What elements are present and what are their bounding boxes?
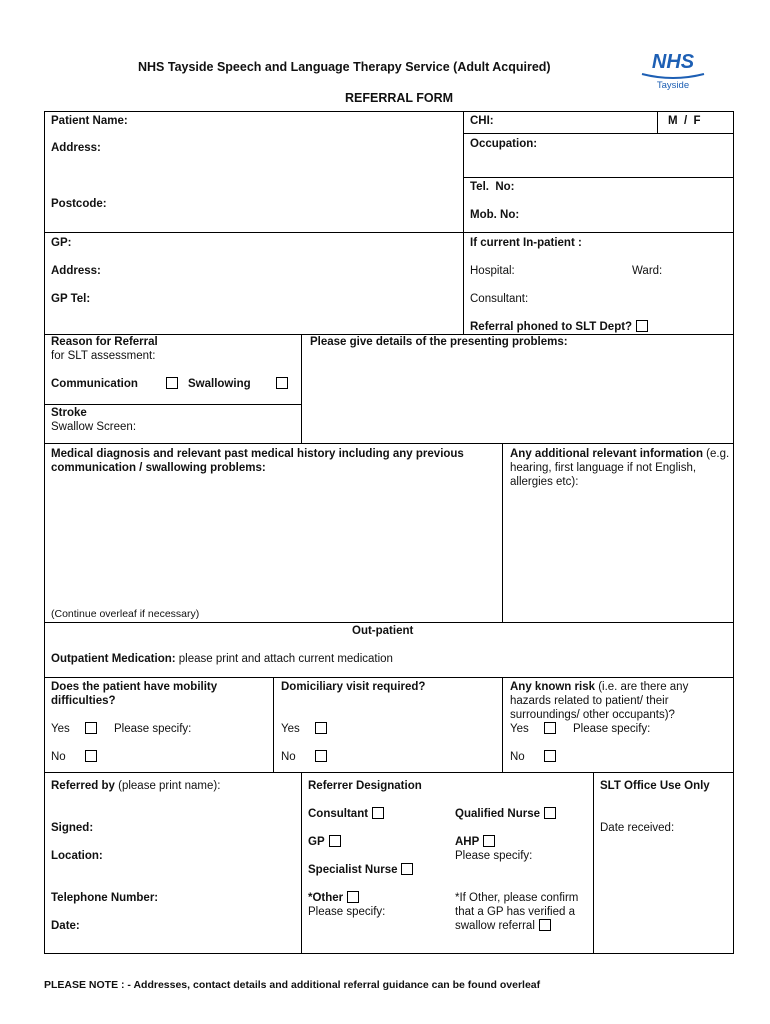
communication-checkbox[interactable] — [166, 377, 178, 389]
postcode-label: Postcode: — [51, 198, 107, 210]
risk-yes-checkbox[interactable] — [544, 722, 556, 734]
inpatient-label: If current In-patient : — [470, 237, 582, 249]
gp-option — [308, 835, 341, 849]
domiciliary-yes-label: Yes — [281, 723, 300, 735]
location-label: Location: — [51, 850, 103, 862]
mobility-specify-label: Please specify: — [114, 723, 192, 735]
risk-specify-label: Please specify: — [573, 723, 651, 735]
additional-info-bold: Any additional relevant information — [510, 448, 703, 460]
communication-label: Communication — [51, 378, 138, 390]
additional-info-rest: (e.g. hearing, first language if not English, allergies etc): — [510, 448, 730, 488]
footer-note: PLEASE NOTE : - Addresses, contact details and additional referral guidance can be found overleaf — [44, 979, 541, 991]
phoned-label: Referral phoned to SLT Dept? — [470, 321, 633, 333]
office-use-title: SLT Office Use Only — [600, 780, 710, 792]
domiciliary-no-checkbox[interactable] — [315, 750, 327, 762]
ahp-option — [455, 835, 495, 849]
sex-label[interactable]: M / F — [668, 115, 701, 127]
referred-by-label — [51, 779, 220, 793]
other-checkbox[interactable] — [347, 891, 359, 903]
domiciliary-yes-checkbox[interactable] — [315, 722, 327, 734]
ahp-specify-label: Please specify: — [455, 850, 533, 862]
logo-swoosh-icon — [640, 72, 706, 80]
phoned-checkbox[interactable] — [636, 320, 648, 332]
domiciliary-no-label: No — [281, 751, 296, 763]
presenting-label: Please give details of the presenting problems: — [310, 336, 568, 348]
form-title: NHS Tayside Speech and Language Therapy Service (Adult Acquired) — [138, 60, 551, 74]
specialist-nurse-label: Specialist Nurse — [308, 864, 398, 876]
outpatient-title: Out-patient — [352, 625, 414, 637]
gp-address-label: Address: — [51, 265, 101, 277]
phoned-row — [470, 320, 648, 334]
mobility-yes-label: Yes — [51, 723, 70, 735]
outpatient-medication — [51, 652, 393, 666]
gp-label: GP: — [51, 237, 72, 249]
date-label: Date: — [51, 920, 80, 932]
if-other-note — [455, 891, 587, 933]
mobility-no-label: No — [51, 751, 66, 763]
consultant-option-label: Consultant — [308, 808, 369, 820]
logo-subtitle: Tayside — [656, 80, 690, 91]
mob-label: Mob. No: — [470, 209, 520, 221]
risk-no-label: No — [510, 751, 525, 763]
patient-name-label: Patient Name: — [51, 115, 128, 127]
ahp-checkbox[interactable] — [483, 835, 495, 847]
qualified-nurse-option — [455, 807, 556, 821]
risk-yes-label: Yes — [510, 723, 529, 735]
gp-checkbox[interactable] — [329, 835, 341, 847]
risk-label — [510, 680, 730, 722]
ahp-label: AHP — [455, 836, 480, 848]
gp-tel-label: GP Tel: — [51, 293, 91, 305]
hospital-label: Hospital: — [470, 265, 515, 277]
consultant-checkbox[interactable] — [372, 807, 384, 819]
gp-verified-checkbox[interactable] — [539, 919, 551, 931]
signed-label: Signed: — [51, 822, 94, 834]
reason-subtitle: for SLT assessment: — [51, 350, 156, 362]
reason-title: Reason for Referral — [51, 336, 158, 348]
nhs-logo — [638, 50, 708, 98]
stroke-label: Stroke — [51, 407, 87, 419]
qualified-nurse-label: Qualified Nurse — [455, 808, 540, 820]
risk-no-checkbox[interactable] — [544, 750, 556, 762]
swallowing-checkbox[interactable] — [276, 377, 288, 389]
mobility-no-checkbox[interactable] — [85, 750, 97, 762]
specialist-nurse-checkbox[interactable] — [401, 863, 413, 875]
consultant-option — [308, 807, 384, 821]
if-other-note-text: *If Other, please confirm that a GP has verified a swallow referral — [455, 892, 579, 932]
chi-label: CHI: — [470, 115, 494, 127]
tel-label: Tel. No: — [470, 181, 515, 193]
consultant-label: Consultant: — [470, 293, 529, 305]
date-received-label: Date received: — [600, 822, 675, 834]
risk-bold: Any known risk — [510, 681, 595, 693]
nhs-logo-icon — [642, 50, 704, 72]
gp-option-label: GP — [308, 836, 325, 848]
risk-rest: (i.e. are there any hazards related to patient/ their surroundings/ other occupants)? — [510, 681, 689, 721]
svg-text:NHS: NHS — [651, 51, 695, 72]
swallow-screen-label: Swallow Screen: — [51, 421, 137, 433]
address-label: Address: — [51, 142, 101, 154]
telephone-label: Telephone Number: — [51, 892, 159, 904]
mobility-yes-checkbox[interactable] — [85, 722, 97, 734]
other-specify-label: Please specify: — [308, 906, 386, 918]
swallowing-label: Swallowing — [188, 378, 251, 390]
qualified-nurse-checkbox[interactable] — [544, 807, 556, 819]
occupation-label: Occupation: — [470, 138, 538, 150]
mobility-label: Does the patient have mobility difficulties? — [51, 681, 218, 707]
medication-bold: Outpatient Medication: — [51, 653, 176, 665]
designation-label: Referrer Designation — [308, 780, 422, 792]
diagnosis-label: Medical diagnosis and relevant past medical history including any previous communication / swallowing problems: — [51, 448, 464, 474]
form-subtitle: REFERRAL FORM — [345, 91, 454, 105]
referred-by-bold: Referred by — [51, 780, 115, 792]
continue-label: (Continue overleaf if necessary) — [51, 608, 200, 620]
domiciliary-label: Domiciliary visit required? — [281, 681, 426, 693]
medication-rest: please print and attach current medication — [175, 653, 393, 665]
other-option — [308, 891, 359, 905]
additional-info — [510, 447, 730, 489]
specialist-nurse-option — [308, 863, 413, 877]
referred-by-rest: (please print name): — [114, 780, 221, 792]
other-label: *Other — [308, 892, 344, 904]
ward-label: Ward: — [632, 265, 663, 277]
